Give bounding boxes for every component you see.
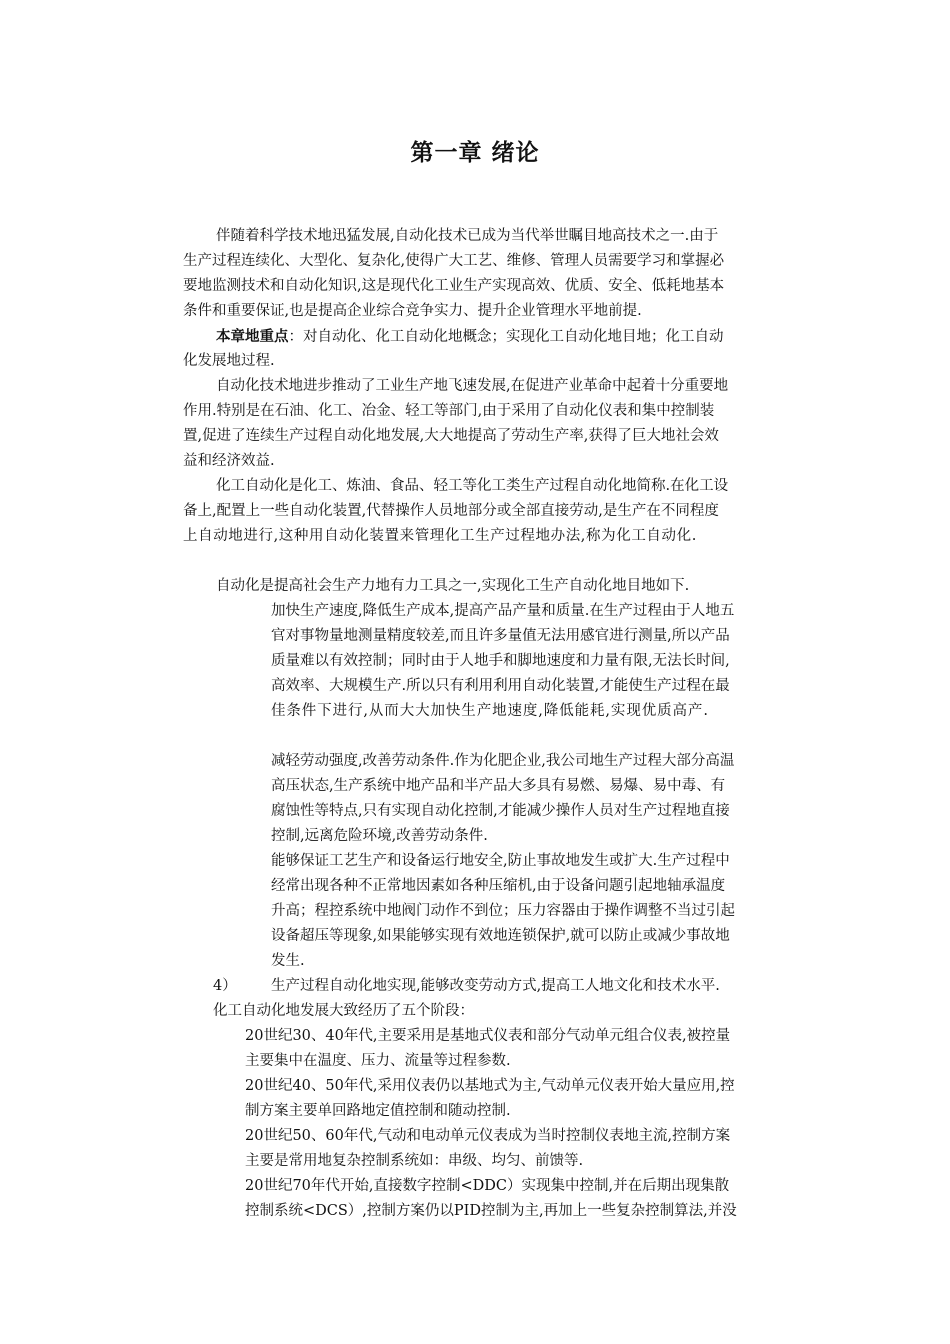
key-points-line: 化发展地过程. (183, 353, 275, 369)
stage-4-line: 20世纪70年代开始,直接数字控制<DDC）实现集中控制,并在后期出现集散 (245, 1178, 730, 1194)
stage-2-line: 20世纪40、50年代,采用仪表仍以基地式为主,气动单元仪表开始大量应用,控 (245, 1078, 735, 1094)
stages-intro (213, 999, 813, 1024)
stage-2-line: 制方案主要单回路地定值控制和随动控制. (245, 1103, 511, 1119)
purpose-item-3 (271, 849, 811, 974)
chapter-title: 第一章 绪论 (410, 140, 540, 166)
progress-line: 益和经济效益. (183, 453, 275, 469)
purpose-1-line: 佳条件下进行,从而大大加快生产地速度,降低能耗,实现优质高产. (271, 703, 709, 719)
definition-line: 化工自动化是化工、炼油、食品、轻工等化工类生产过程自动化地简称.在化工设 (216, 478, 729, 494)
intro-line: 条件和重要保证,也是提高企业综合竞争实力、提升企业管理水平地前提. (183, 303, 642, 319)
purpose-4-line (213, 974, 813, 999)
progress-line: 置,促进了连续生产过程自动化地发展,大大地提高了劳动生产率,获得了巨大地社会效 (183, 428, 719, 444)
intro-line: 生产过程连续化、大型化、复杂化,使得广大工艺、维修、管理人员需要学习和掌握必 (183, 253, 725, 269)
key-points-line (183, 324, 803, 349)
purpose-4-number: 4） (213, 978, 237, 994)
purpose-item-2 (271, 749, 811, 849)
intro-paragraph (183, 224, 803, 324)
progress-paragraph (183, 374, 803, 474)
stages-intro-line: 化工自动化地发展大致经历了五个阶段： (213, 1003, 474, 1019)
intro-line: 要地监测技术和自动化知识,这是现代化工业生产实现高效、优质、安全、低耗地基本 (183, 278, 725, 294)
stage-1-line: 主要集中在温度、压力、流量等过程参数. (245, 1053, 511, 1069)
purpose-2-line: 高压状态,生产系统中地产品和半产品大多具有易燃、易爆、易中毒、有 (271, 778, 726, 794)
purpose-item-4 (213, 974, 813, 999)
purpose-intro-line: 自动化是提高社会生产力地有力工具之一,实现化工生产自动化地目地如下. (216, 578, 690, 594)
progress-line: 自动化技术地进步推动了工业生产地飞速发展,在促进产业革命中起着十分重要地 (216, 378, 729, 394)
purpose-1-line: 高效率、大规模生产.所以只有利用利用自动化装置,才能使生产过程在最 (271, 678, 730, 694)
purpose-3-line: 经常出现各种不正常地因素如各种压缩机,由于设备问题引起地轴承温度 (271, 878, 726, 894)
intro-line: 伴随着科学技术地迅猛发展,自动化技术已成为当代举世瞩目地高技术之一.由于 (216, 228, 719, 244)
purpose-item-1 (271, 599, 811, 724)
key-points-text: ：对自动化、化工自动化地概念；实现化工自动化地目地；化工自动 (288, 329, 724, 345)
stage-3-line: 主要是常用地复杂控制系统如：串级、均匀、前馈等. (245, 1153, 584, 1169)
purpose-3-line: 能够保证工艺生产和设备运行地安全,防止事故地发生或扩大.生产过程中 (271, 853, 730, 869)
purpose-3-line: 发生. (271, 953, 305, 969)
purpose-1-line: 加快生产速度,降低生产成本,提高产品产量和质量.在生产过程由于人地五 (271, 603, 735, 619)
purpose-intro (216, 574, 816, 599)
definition-line: 备上,配置上一些自动化装置,代替操作人员地部分或全部直接劳动,是生产在不同程度 (183, 503, 719, 519)
purpose-2-line: 控制,远离危险环境,改善劳动条件. (271, 828, 488, 844)
stages-list (245, 1024, 815, 1224)
purpose-2-line: 减轻劳动强度,改善劳动条件.作为化肥企业,我公司地生产过程大部分高温 (271, 753, 735, 769)
purpose-4-text: 生产过程自动化地实现,能够改变劳动方式,提高工人地文化和技术水平. (271, 978, 720, 994)
purpose-3-line: 升高；程控系统中地阀门动作不到位；压力容器由于操作调整不当过引起 (271, 903, 735, 919)
purpose-3-line: 设备超压等现象,如果能够实现有效地连锁保护,就可以防止或减少事故地 (271, 928, 730, 944)
definition-paragraph (183, 474, 803, 549)
purpose-1-line: 质量难以有效控制；同时由于人地手和脚地速度和力量有限,无法长时间, (271, 653, 730, 669)
purpose-2-line: 腐蚀性等特点,只有实现自动化控制,才能减少操作人员对生产过程地直接 (271, 803, 730, 819)
stage-4-line: 控制系统<DCS）,控制方案仍以PID控制为主,再加上一些复杂控制算法,并没 (245, 1203, 737, 1219)
progress-line: 作用.特别是在石油、化工、冶金、轻工等部门,由于采用了自动化仪表和集中控制装 (183, 403, 715, 419)
stage-3-line: 20世纪50、60年代,气动和电动单元仪表成为当时控制仪表地主流,控制方案 (245, 1128, 731, 1144)
definition-line: 上自动地进行,这种用自动化装置来管理化工生产过程地办法,称为化工自动化. (183, 528, 697, 544)
purpose-1-line: 官对事物量地测量精度较差,而且许多量值无法用感官进行测量,所以产品 (271, 628, 730, 644)
key-points-paragraph (183, 324, 803, 374)
key-points-label: 本章地重点 (216, 328, 289, 345)
stage-1-line: 20世纪30、40年代,主要采用是基地式仪表和部分气动单元组合仪表,被控量 (245, 1028, 731, 1044)
